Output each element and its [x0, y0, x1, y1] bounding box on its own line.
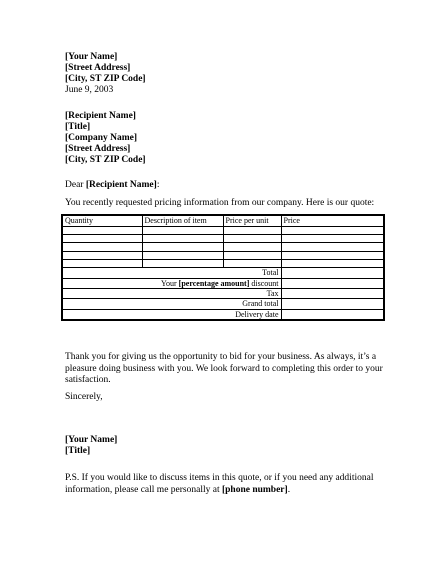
discount-prefix: Your: [161, 278, 179, 288]
table-cell[interactable]: [62, 251, 142, 259]
table-cell[interactable]: [223, 226, 281, 234]
table-cell[interactable]: [223, 251, 281, 259]
recipient-block: [65, 111, 385, 166]
header-price-per-unit: Price per unit: [223, 215, 281, 226]
sender-city: [City, ST ZIP Code]: [65, 74, 146, 85]
grand-total-label: Grand total: [62, 299, 281, 309]
recipient-street: [Street Address]: [65, 144, 131, 155]
grand-total-row: [62, 299, 384, 309]
discount-label: [62, 278, 281, 288]
sender-block: [65, 52, 385, 96]
table-cell[interactable]: [142, 234, 223, 242]
sender-street: [Street Address]: [65, 63, 131, 74]
table-cell[interactable]: [223, 260, 281, 268]
discount-value-cell[interactable]: [281, 278, 384, 288]
table-row: [62, 243, 384, 251]
total-value-cell[interactable]: [281, 268, 384, 278]
sender-name: [Your Name]: [65, 52, 118, 62]
delivery-date-row: [62, 309, 384, 320]
postscript-text: P.S. If you would like to discuss items in this quote, or if you need any additional information, please call me personally at: [65, 473, 374, 495]
discount-row: [62, 278, 384, 288]
letter-date: June 9, 2003: [65, 85, 114, 96]
quote-table: [61, 214, 385, 321]
table-cell[interactable]: [281, 243, 384, 251]
recipient-city: [City, ST ZIP Code]: [65, 155, 146, 166]
total-label: Total: [62, 268, 281, 278]
delivery-date-label: Delivery date: [62, 309, 281, 320]
salutation: [65, 180, 385, 191]
phone-number-field: [phone number]: [221, 484, 288, 495]
closing: Sincerely,: [65, 392, 103, 402]
header-description: Description of item: [142, 215, 223, 226]
grand-total-value-cell[interactable]: [281, 299, 384, 309]
recipient-company: [Company Name]: [65, 133, 138, 144]
postscript-end: .: [287, 484, 291, 495]
recipient-name: [Recipient Name]: [65, 111, 136, 121]
table-cell[interactable]: [142, 260, 223, 268]
table-row: [62, 251, 384, 259]
salutation-suffix: :: [156, 180, 160, 190]
table-header-row: [62, 215, 384, 226]
salutation-prefix: Dear: [65, 180, 86, 190]
tax-value-cell[interactable]: [281, 289, 384, 299]
table-cell[interactable]: [62, 260, 142, 268]
body-paragraph: Thank you for giving us the opportunity to bid for your business. As always, it’s a pleasure doing business with you. We look forward to completing this order to your satisfaction.: [65, 352, 383, 385]
table-cell[interactable]: [62, 226, 142, 234]
recipient-title: [Title]: [65, 122, 91, 133]
table-cell[interactable]: [281, 234, 384, 242]
table-cell[interactable]: [281, 260, 384, 268]
discount-suffix: discount: [249, 278, 279, 288]
table-cell[interactable]: [62, 234, 142, 242]
postscript: [65, 473, 395, 496]
signature-name: [Your Name]: [65, 435, 118, 445]
total-row: [62, 268, 384, 278]
table-cell[interactable]: [142, 226, 223, 234]
tax-row: [62, 289, 384, 299]
table-cell[interactable]: [281, 226, 384, 234]
header-quantity: Quantity: [62, 215, 142, 226]
intro-text-block: [65, 198, 385, 209]
table-row: [62, 260, 384, 268]
intro-text: You recently requested pricing information from our company. Here is our quote:: [65, 198, 375, 208]
signature-title: [Title]: [65, 446, 91, 457]
table-cell[interactable]: [223, 234, 281, 242]
table-row: [62, 234, 384, 242]
table-cell[interactable]: [223, 243, 281, 251]
signature-block: [65, 435, 385, 457]
table-cell[interactable]: [142, 243, 223, 251]
header-price: Price: [281, 215, 384, 226]
table-cell[interactable]: [142, 251, 223, 259]
tax-label: Tax: [62, 289, 281, 299]
salutation-name: [Recipient Name]: [85, 180, 157, 190]
closing-block: [65, 392, 385, 403]
delivery-date-value-cell[interactable]: [281, 309, 384, 320]
table-cell[interactable]: [62, 243, 142, 251]
table-cell[interactable]: [281, 251, 384, 259]
discount-field: [percentage amount]: [178, 278, 250, 288]
table-row: [62, 226, 384, 234]
